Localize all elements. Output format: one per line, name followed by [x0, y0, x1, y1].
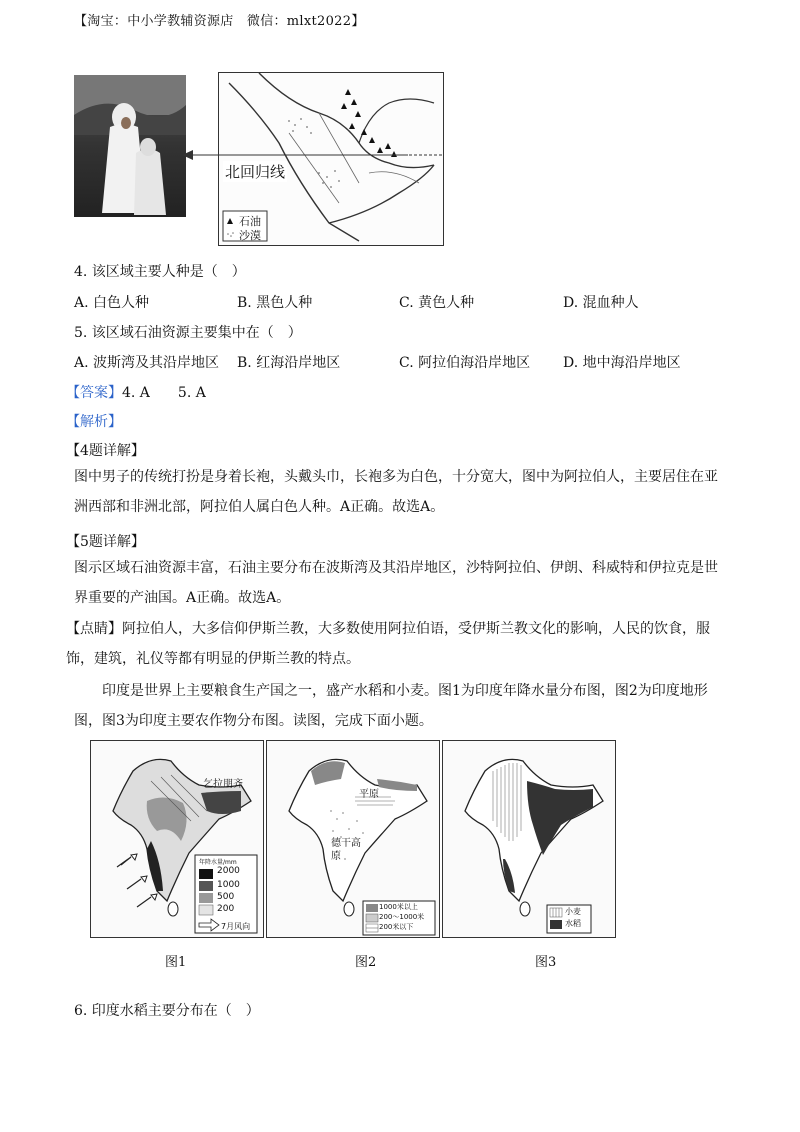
photo-arab-man: [74, 75, 186, 217]
figure-1-rainfall-map: [90, 740, 264, 938]
q4-detail-text: 图中男子的传统打扮是身着长袍，头戴头巾，长袍多为白色，十分宽大，图中为阿拉伯人，主要居住在亚洲西部和非洲北部，阿拉伯人属白色人种。A正确。故选A。: [74, 469, 718, 515]
figure-1-caption: 图1: [165, 955, 187, 970]
fig1-legend-500: 500: [217, 892, 235, 902]
fig1-legend-2000: 2000: [217, 866, 240, 876]
q4-stem: 4. 该区域主要人种是（ ）: [74, 264, 246, 280]
intro-text: 印度是世界上主要粮食生产国之一，盛产水稻和小麦。图1为印度年降水量分布图，图2为印度地形图，图3为印度主要农作物分布图。读图，完成下面小题。: [74, 683, 708, 729]
figure-2-terrain-map: [266, 740, 440, 938]
q5-option-a: A. 波斯湾及其沿岸地区: [74, 355, 220, 371]
fig1-label-cherrapunji: 乞拉朋齐: [203, 779, 243, 790]
q4-option-c: C. 黄色人种: [399, 295, 475, 311]
comment: [66, 614, 730, 674]
q6-stem: 6. 印度水稻主要分布在（ ）: [74, 1003, 260, 1019]
figure-3-caption: 图3: [535, 955, 557, 970]
fig2-legend-low: 200米以下: [379, 923, 414, 931]
fig2-legend-mid: 200～1000米: [379, 913, 425, 921]
page-header: 【淘宝：中小学教辅资源店 微信：mlxt2022】: [74, 14, 365, 29]
q5-detail-label: 【5题详解】: [66, 534, 145, 550]
q5-option-c: C. 阿拉伯海沿岸地区: [399, 355, 531, 371]
q5-option-d: D. 地中海沿岸地区: [563, 355, 681, 371]
pointer-arrow: [182, 146, 412, 165]
fig1-legend-200: 200: [217, 904, 235, 914]
fig3-legend-wheat: 小麦: [565, 907, 581, 916]
q5-stem: 5. 该区域石油资源主要集中在（ ）: [74, 325, 302, 341]
fig3-legend-rice: 水稻: [565, 919, 581, 928]
analysis-label: 【解析】: [66, 414, 122, 430]
q4-option-d: D. 混血种人: [563, 295, 639, 311]
fig2-label-plain: 平原: [359, 789, 379, 800]
answer-line: [66, 382, 206, 402]
fig1-legend-1000: 1000: [217, 880, 240, 890]
legend-oil-label: 石油: [239, 215, 261, 228]
q5-detail-text: 图示区域石油资源丰富，石油主要分布在波斯湾及其沿岸地区，沙特阿拉伯、伊朗、科威特和伊拉克是世界重要的产油国。A正确。故选A。: [74, 560, 718, 606]
comment-text: 阿拉伯人，大多信仰伊斯兰教，大多数使用阿拉伯语，受伊斯兰教文化的影响，人民的饮食，服饰，建筑，礼仪等都有明显的伊斯兰教的特点。: [66, 621, 710, 667]
fig1-legend-title: 年降水量/mm: [199, 859, 237, 866]
comment-label: 【点睛】: [66, 621, 122, 637]
q4-option-b: B. 黑色人种: [237, 295, 313, 311]
tropic-of-cancer-label: 北回归线: [225, 163, 286, 181]
q4-detail-label: 【4题详解】: [66, 443, 145, 459]
legend-desert-label: 沙漠: [239, 229, 261, 242]
figure-2-caption: 图2: [355, 955, 377, 970]
answer-label: 【答案】: [66, 385, 122, 401]
answer-text: 4. A 5. A: [122, 385, 206, 401]
fig2-label-deccan: 德干高原: [331, 838, 361, 862]
fig2-legend-high: 1000米以上: [379, 903, 418, 911]
figure-3-crops-map: [442, 740, 616, 938]
q4-option-a: A. 白色人种: [74, 295, 150, 311]
fig1-legend-wind: 7月风向: [221, 922, 251, 931]
q5-option-b: B. 红海沿岸地区: [237, 355, 341, 371]
